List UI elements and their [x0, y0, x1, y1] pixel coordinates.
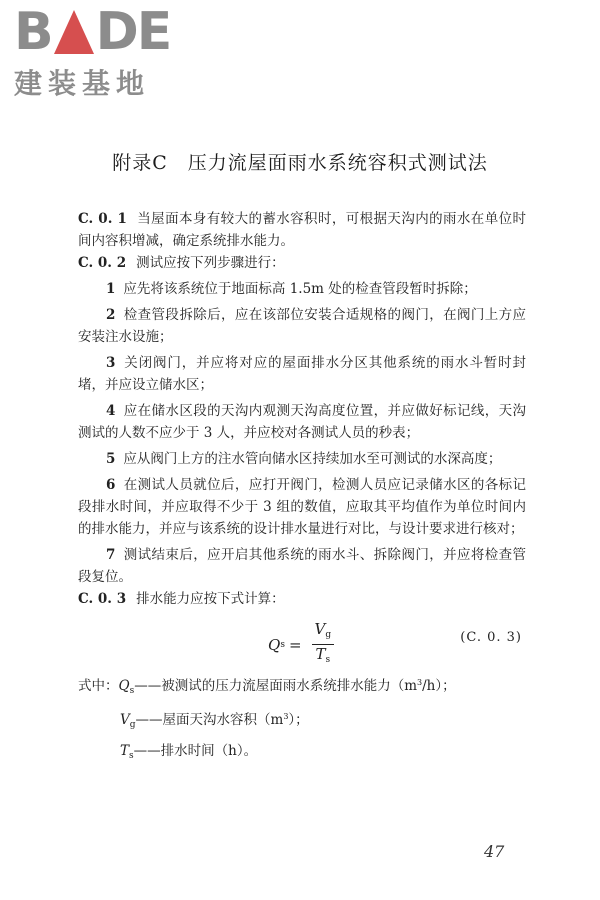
- clause-c-0-2: [78, 252, 526, 274]
- step-item: [78, 448, 526, 470]
- document-body: [78, 208, 526, 769]
- step-text: 应先将该系统位于地面标高 1.5m 处的检查管段暂时拆除；: [123, 281, 477, 297]
- formula-row: [78, 616, 526, 666]
- step-number: 3: [106, 355, 116, 371]
- definitions: [78, 670, 526, 769]
- logo-triangle-icon: [54, 10, 94, 54]
- def-symbol: T: [120, 743, 130, 759]
- denominator-sub: s: [325, 655, 331, 665]
- step-item: [78, 400, 526, 444]
- step-text: 在测试人员就位后，应打开阀门，检测人员应记录储水区的各标记段排水时间，并应取得不少于 3 组的数值，应取其平均值作为单位时间内的排水能力，并应与该系统的设计排水量进行对比，与设计要求进行核对；: [78, 477, 526, 537]
- formula-equals: =: [288, 635, 302, 654]
- formula-denominator: [313, 645, 334, 669]
- step-text: 检查管段拆除后，应在该部位安装合适规格的阀门，在阀门上方应安装注水设施；: [78, 307, 526, 345]
- def-sup: 3: [417, 678, 423, 687]
- logo-letters-de: DE: [95, 2, 171, 62]
- def-text: ——屋面天沟水容积（m: [135, 712, 284, 728]
- clause-number: C. 0. 2: [78, 255, 127, 271]
- def-sup: 3: [283, 712, 289, 721]
- equation-number: (C. 0. 3): [460, 630, 522, 645]
- def-sub: s: [129, 686, 135, 696]
- clause-c-0-3: [78, 588, 526, 610]
- def-sub: g: [129, 720, 136, 730]
- step-item: [78, 474, 526, 540]
- def-text: ——排水时间（h）。: [133, 743, 258, 759]
- formula-lhs-sub: s: [280, 639, 285, 650]
- numerator-symbol: V: [314, 620, 326, 638]
- step-text: 关闭阀门，并应将对应的屋面排水分区其他系统的雨水斗暂时封堵，并应设立储水区；: [78, 355, 526, 393]
- formula-fraction: [312, 620, 335, 669]
- logo-subtitle: 建装基地: [14, 67, 151, 100]
- step-item: [78, 304, 526, 348]
- step-item: [78, 278, 526, 300]
- def-tail: /h）；: [422, 678, 456, 694]
- step-text: 测试结束后，应开启其他系统的雨水斗、拆除阀门，并应将检查管段复位。: [78, 547, 526, 585]
- step-number: 2: [106, 307, 116, 323]
- step-item: [78, 544, 526, 588]
- step-text: 应在储水区段的天沟内观测天沟高度位置，并应做好标记线，天沟测试的人数不应少于 3 人，并应校对各测试人员的秒表；: [78, 403, 526, 441]
- logo: [14, 2, 171, 102]
- formula: [268, 620, 334, 669]
- def-symbol: V: [120, 712, 130, 728]
- step-number: 1: [106, 281, 116, 297]
- def-sub: s: [129, 751, 134, 761]
- def-text: ——被测试的压力流屋面雨水系统排水能力（m: [134, 678, 418, 694]
- denominator-symbol: T: [315, 645, 326, 663]
- definitions-prefix: 式中：: [78, 678, 119, 694]
- definition-item: [78, 670, 526, 704]
- definition-item: [78, 704, 526, 738]
- step-number: 6: [106, 477, 116, 493]
- step-number: 7: [106, 547, 116, 563]
- def-tail: ）；: [288, 712, 309, 728]
- step-number: 4: [106, 403, 116, 419]
- page-number: 47: [484, 842, 505, 861]
- numerator-sub: g: [325, 630, 332, 640]
- clause-number: C. 0. 3: [78, 591, 127, 607]
- logo-letter-b: B: [14, 2, 52, 62]
- formula-lhs: Q: [268, 635, 281, 654]
- page-title: 附录C 压力流屋面雨水系统容积式测试法: [112, 152, 488, 174]
- logo-wordmark: [14, 2, 171, 62]
- clause-text: 测试应按下列步骤进行：: [136, 255, 285, 271]
- definition-item: [78, 738, 526, 769]
- clause-text: 当屋面本身有较大的蓄水容积时，可根据天沟内的雨水在单位时间内容积增减，确定系统排水能力。: [78, 211, 527, 249]
- step-number: 5: [106, 451, 116, 467]
- step-item: [78, 352, 526, 396]
- formula-numerator: [312, 620, 335, 645]
- def-symbol: Q: [118, 678, 130, 694]
- clause-number: C. 0. 1: [78, 211, 127, 227]
- step-text: 应从阀门上方的注水管向储水区持续加水至可测试的水深高度；: [123, 451, 502, 467]
- clause-text: 排水能力应按下式计算：: [136, 591, 285, 607]
- clause-c-0-1: [78, 208, 526, 252]
